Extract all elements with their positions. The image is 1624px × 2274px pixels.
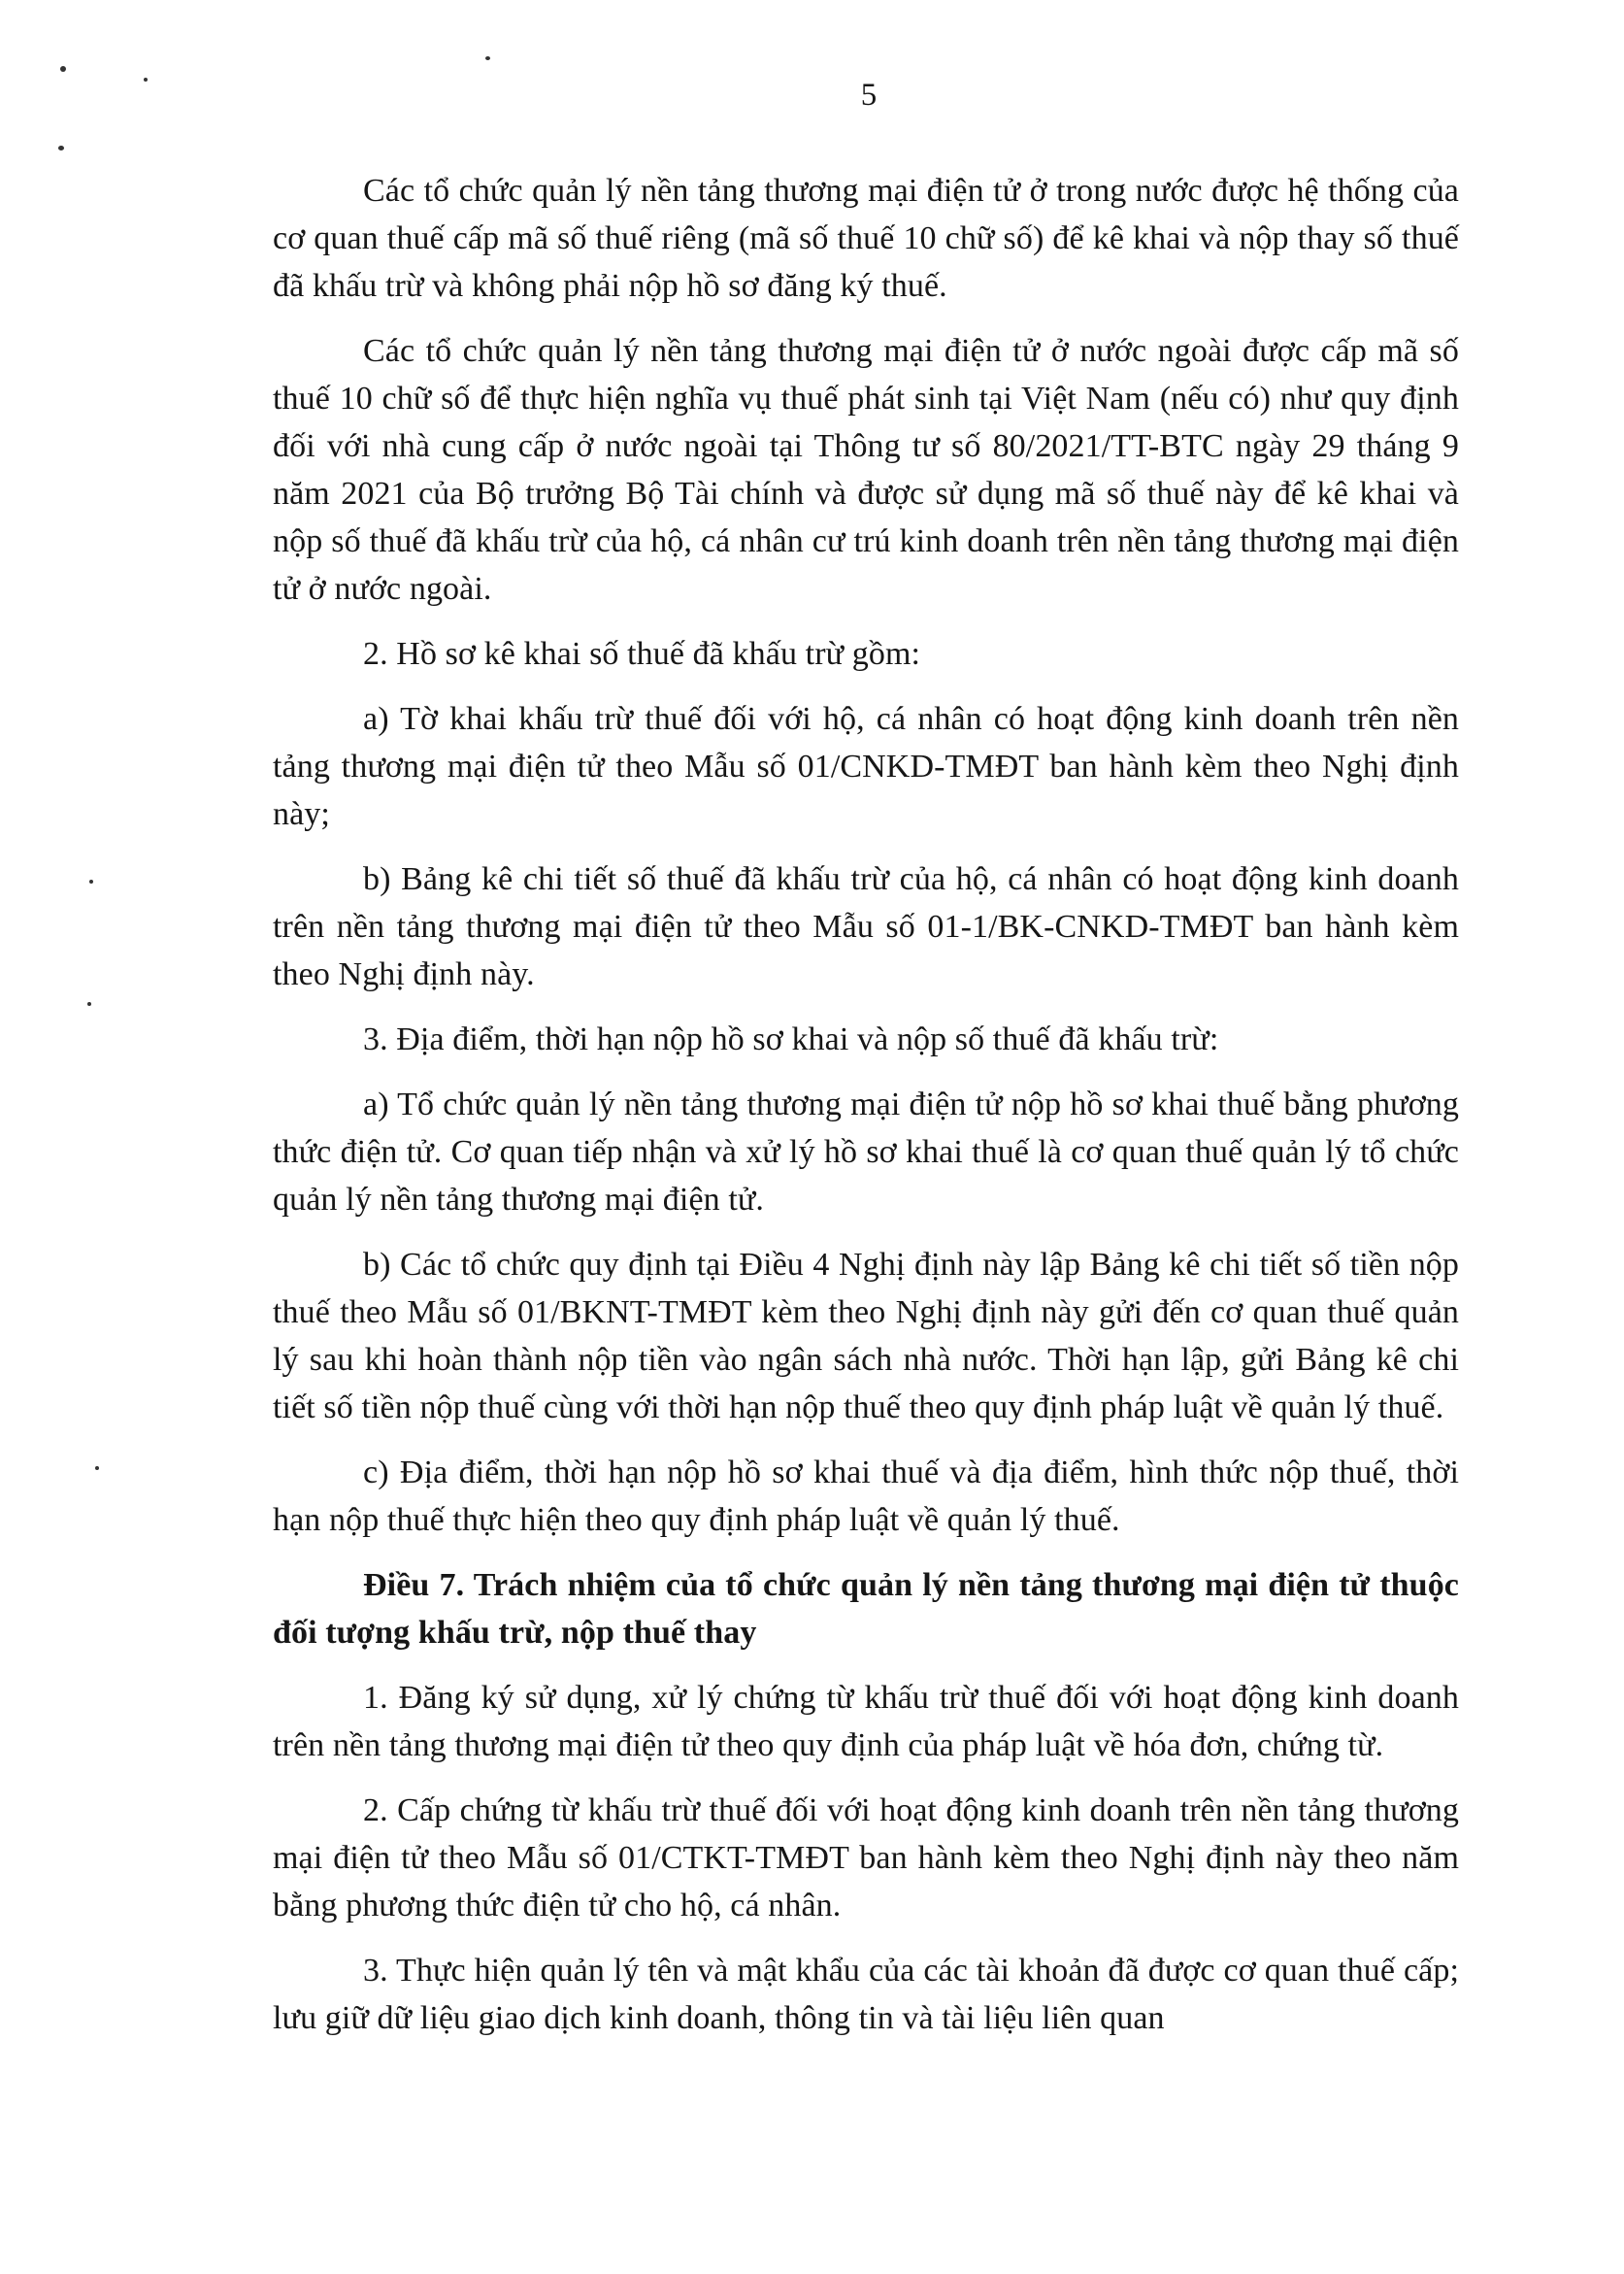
page-number: 5 [860, 78, 878, 113]
paragraph-article-7-clause-1: 1. Đăng ký sử dụng, xử lý chứng từ khấu trừ thuế đối với hoạt động kinh doanh trên nền tảng thương mại điện tử theo quy định của pháp luật về hóa đơn, chứng từ. [273, 1680, 1459, 1763]
document-body [273, 167, 1459, 2059]
scan-speck [95, 1466, 99, 1470]
paragraph-article-7-clause-2: 2. Cấp chứng từ khấu trừ thuế đối với hoạt động kinh doanh trên nền tảng thương mại điện tử theo Mẫu số 01/CTKT-TMĐT ban hành kèm theo Nghị định này theo năm bằng phương thức điện tử cho hộ, cá nhân. [273, 1792, 1459, 1923]
paragraph-domestic-platforms: Các tổ chức quản lý nền tảng thương mại điện tử ở trong nước được hệ thống của cơ quan thuế cấp mã số thuế riêng (mã số thuế 10 chữ số) để kê khai và nộp thay số thuế đã khấu trừ và không phải nộp hồ sơ đăng ký thuế. [273, 173, 1459, 304]
paragraph-clause-2: 2. Hồ sơ kê khai số thuế đã khấu trừ gồm: [363, 636, 921, 672]
paragraph-clause-3: 3. Địa điểm, thời hạn nộp hồ sơ khai và nộp số thuế đã khấu trừ: [363, 1021, 1219, 1057]
scan-speck [485, 56, 490, 60]
paragraph-article-7-clause-3: 3. Thực hiện quản lý tên và mật khẩu của các tài khoản đã được cơ quan thuế cấp; lưu giữ dữ liệu giao dịch kinh doanh, thông tin và tài liệu liên quan [273, 1953, 1459, 2036]
paragraph-clause-2a: a) Tờ khai khấu trừ thuế đối với hộ, cá nhân có hoạt động kinh doanh trên nền tảng thương mại điện tử theo Mẫu số 01/CNKD-TMĐT ban hành kèm theo Nghị định này; [273, 701, 1459, 832]
paragraph-clause-2b: b) Bảng kê chi tiết số thuế đã khấu trừ của hộ, cá nhân có hoạt động kinh doanh trên nền tảng thương mại điện tử theo Mẫu số 01-1/BK-CNKD-TMĐT ban hành kèm theo Nghị định này. [273, 861, 1459, 992]
paragraph-foreign-platforms: Các tổ chức quản lý nền tảng thương mại điện tử ở nước ngoài được cấp mã số thuế 10 chữ số để thực hiện nghĩa vụ thuế phát sinh tại Việt Nam (nếu có) như quy định đối với nhà cung cấp ở nước ngoài tại Thông tư số 80/2021/TT-BTC ngày 29 tháng 9 năm 2021 của Bộ trưởng Bộ Tài chính và được sử dụng mã số thuế này để kê khai và nộp số thuế đã khấu trừ của hộ, cá nhân cư trú kinh doanh trên nền tảng thương mại điện tử ở nước ngoài. [273, 333, 1459, 607]
paragraph-clause-3c: c) Địa điểm, thời hạn nộp hồ sơ khai thuế và địa điểm, hình thức nộp thuế, thời hạn nộp thuế thực hiện theo quy định pháp luật về quản lý thuế. [273, 1455, 1459, 1538]
scan-speck [60, 66, 66, 72]
paragraph-clause-3a: a) Tổ chức quản lý nền tảng thương mại điện tử nộp hồ sơ khai thuế bằng phương thức điện tử. Cơ quan tiếp nhận và xử lý hồ sơ khai thuế là cơ quan thuế quản lý tổ chức quản lý nền tảng thương mại điện tử. [273, 1087, 1459, 1218]
scan-speck [87, 1002, 91, 1006]
paragraph-clause-3b: b) Các tổ chức quy định tại Điều 4 Nghị định này lập Bảng kê chi tiết số tiền nộp thuế theo Mẫu số 01/BKNT-TMĐT kèm theo Nghị định này gửi đến cơ quan thuế quản lý sau khi hoàn thành nộp tiền vào ngân sách nhà nước. Thời hạn lập, gửi Bảng kê chi tiết số tiền nộp thuế cùng với thời hạn nộp thuế theo quy định pháp luật về quản lý thuế. [273, 1247, 1459, 1425]
article-7-heading: Điều 7. Trách nhiệm của tổ chức quản lý nền tảng thương mại điện tử thuộc đối tượng khấu trừ, nộp thuế thay [273, 1567, 1459, 1651]
scan-speck [89, 880, 93, 884]
scan-speck [58, 146, 64, 150]
